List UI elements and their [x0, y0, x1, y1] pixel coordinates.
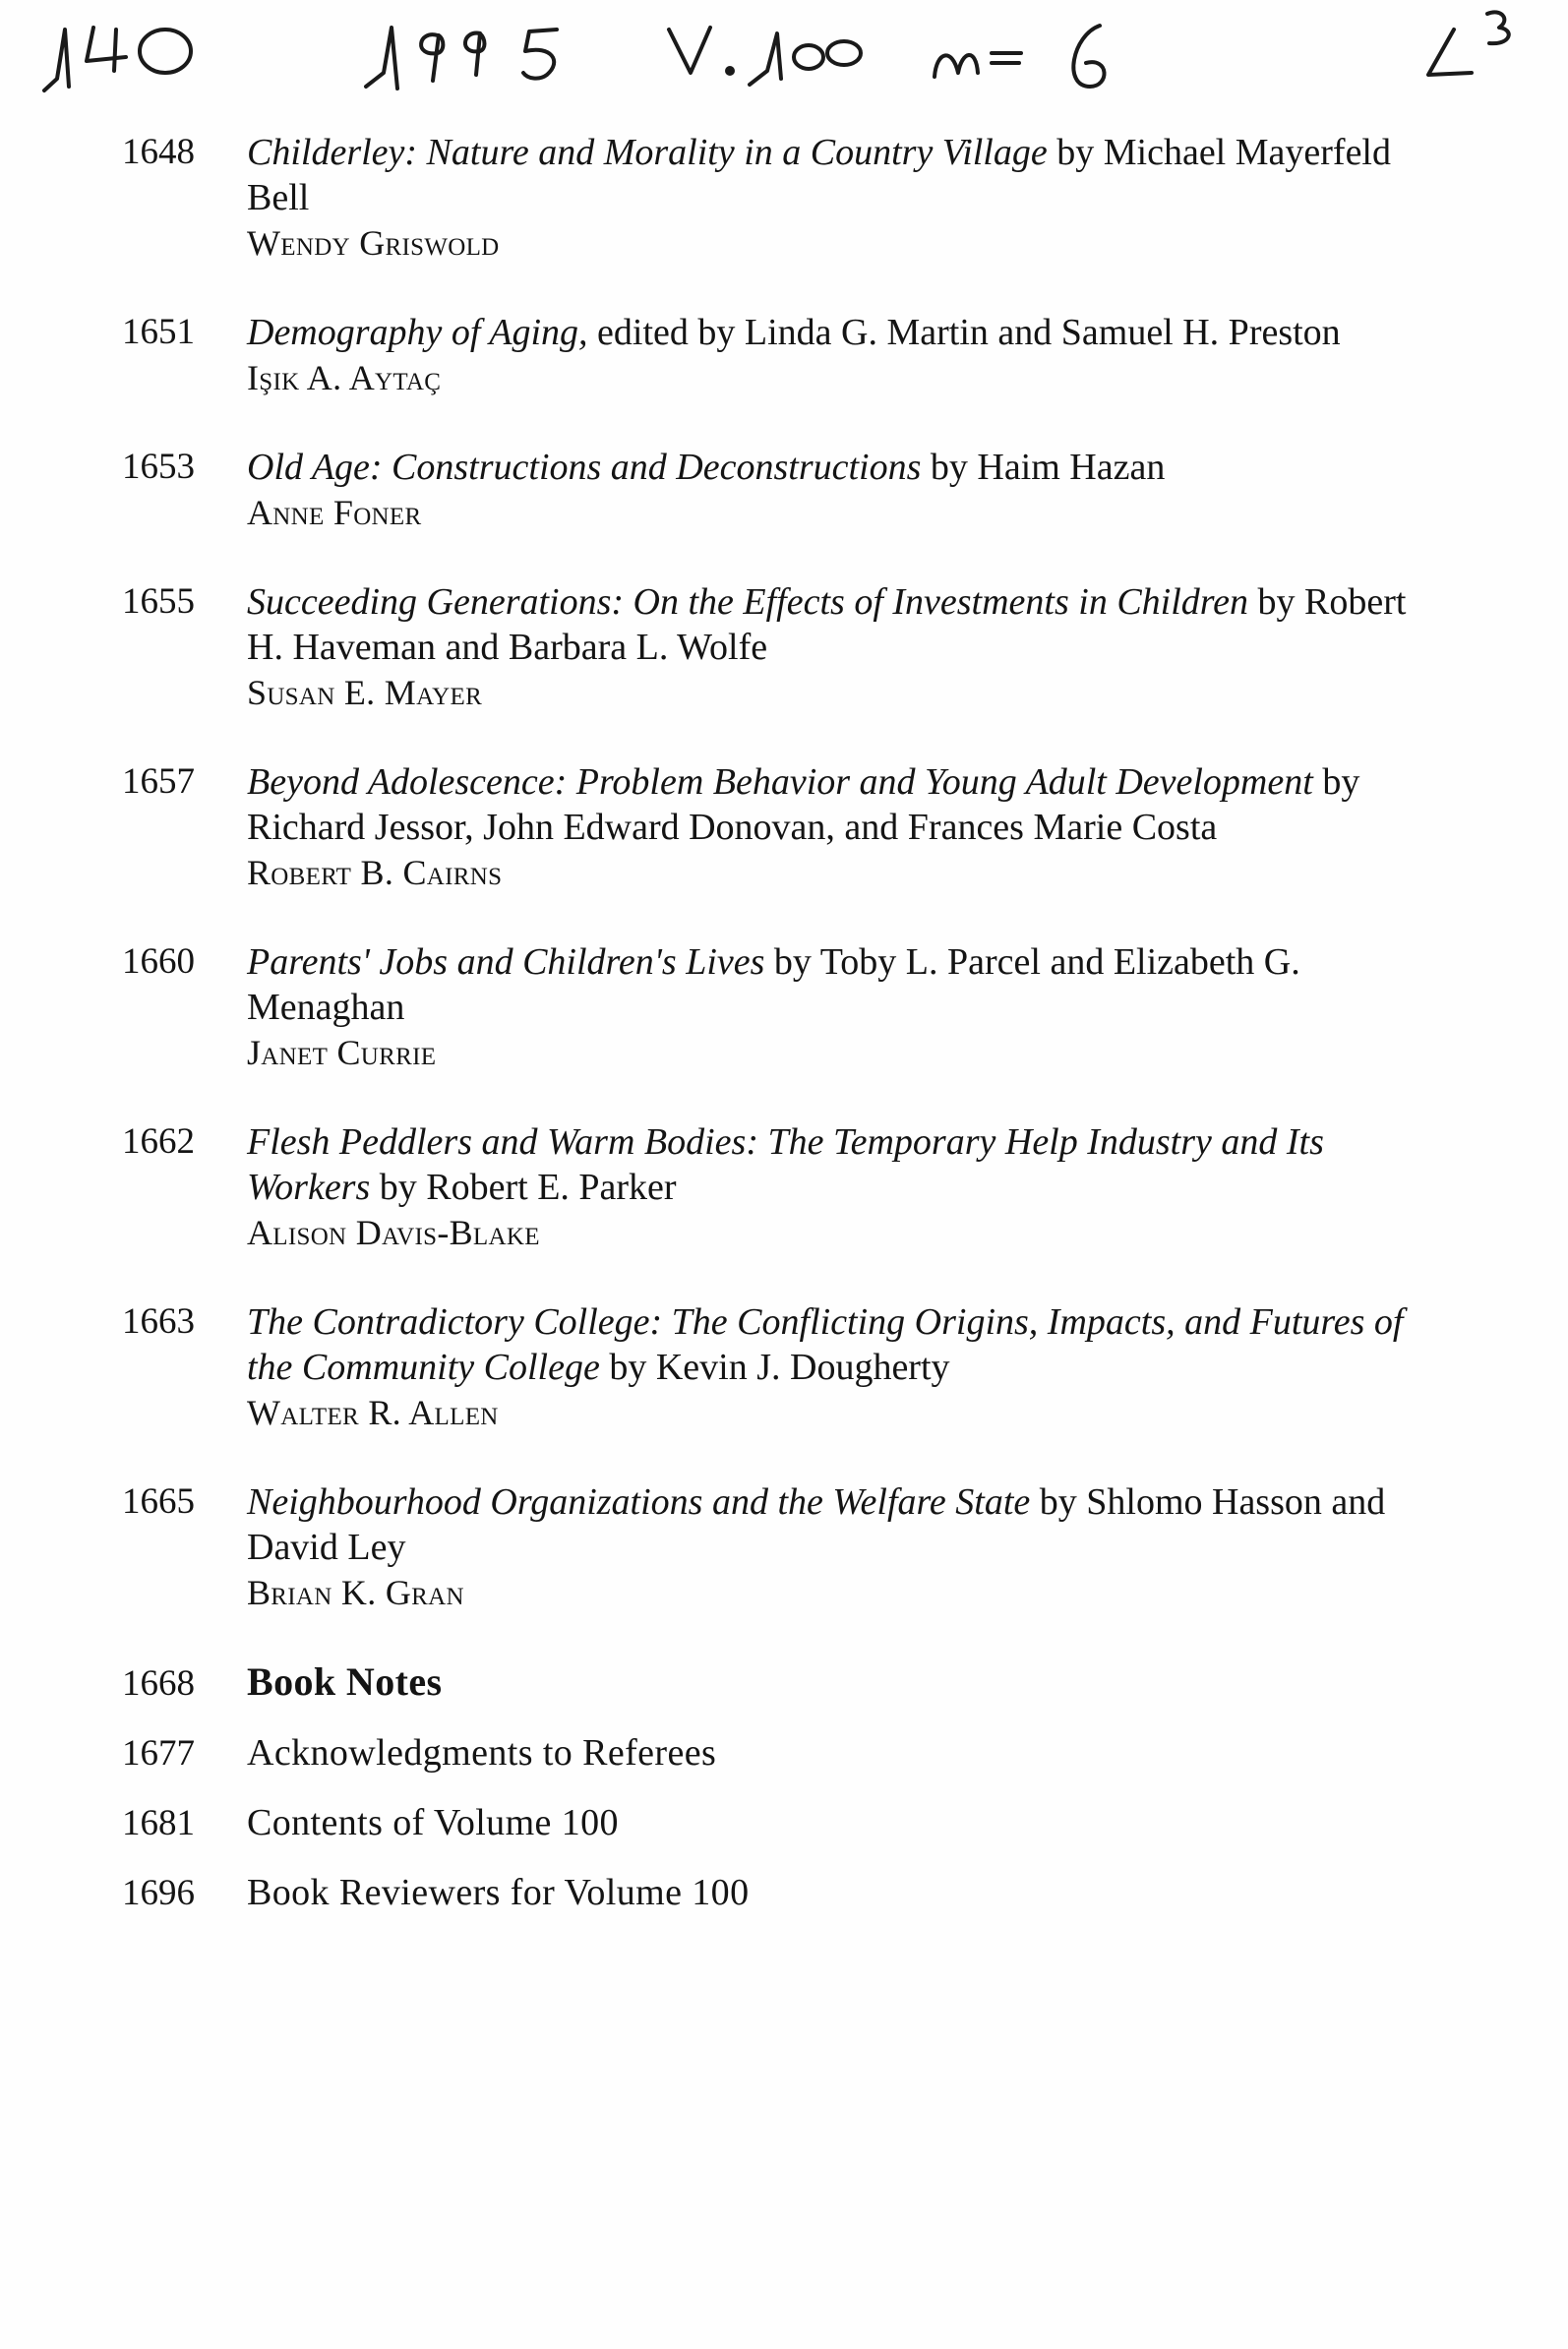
toc-section-acknowledgments: [122, 1730, 1420, 1777]
entry-text: [247, 1119, 1420, 1255]
page-number: 1653: [122, 447, 195, 487]
section-label: Book Reviewers for Volume 100: [247, 1872, 750, 1913]
book-title: Parents' Jobs and Children's Lives: [247, 941, 765, 983]
page-number: 1648: [122, 132, 195, 172]
entry-text: [247, 1479, 1420, 1615]
entry-text: [247, 445, 1420, 535]
page-number: 1660: [122, 941, 195, 982]
page-number: 1657: [122, 761, 195, 802]
section-label: Book Notes: [247, 1659, 443, 1704]
handwriting-drawing: [0, 0, 1568, 118]
page-number: 1662: [122, 1121, 195, 1162]
reviewer-name: Wendy Griswold: [247, 223, 500, 263]
handwritten-annotation: [0, 0, 1568, 118]
entry-text: [247, 130, 1420, 266]
page-number: 1668: [122, 1663, 195, 1704]
reviewer-name: Alison Davis-Blake: [247, 1213, 540, 1252]
reviewer-name: Janet Currie: [247, 1033, 437, 1072]
entry-text: [247, 310, 1420, 400]
book-title: Flesh Peddlers and Warm Bodies: The Temporary Help Industry and Its Workers: [247, 1121, 1324, 1208]
toc-entry: [122, 1299, 1420, 1435]
reviewer-name: Robert B. Cairns: [247, 853, 503, 892]
toc-entry: [122, 1119, 1420, 1255]
book-authors: by Robert H. Haveman and Barbara L. Wolfe: [247, 581, 1407, 668]
toc-entry: [122, 445, 1420, 535]
reviewer-name: Anne Foner: [247, 493, 422, 532]
book-title: Succeeding Generations: On the Effects of Investments in Children: [247, 581, 1249, 623]
entry-text: [247, 1299, 1420, 1435]
page-number: 1677: [122, 1733, 195, 1774]
toc-section-contents: [122, 1800, 1420, 1846]
book-title: The Contradictory College: The Conflicting Origins, Impacts, and Futures of the Community College: [247, 1301, 1404, 1388]
page-number: 1681: [122, 1803, 195, 1843]
book-authors: by Haim Hazan: [921, 447, 1166, 488]
page-number: 1665: [122, 1481, 195, 1522]
book-authors: by Shlomo Hasson and David Ley: [247, 1481, 1386, 1568]
entry-text: [247, 759, 1420, 895]
book-authors: by Toby L. Parcel and Elizabeth G. Menaghan: [247, 941, 1300, 1028]
book-title: Neighbourhood Organizations and the Welfare State: [247, 1481, 1031, 1523]
entry-text: [247, 939, 1420, 1075]
reviewer-name: Işik A. Aytaç: [247, 358, 442, 397]
toc-entry: [122, 939, 1420, 1075]
book-authors: by Robert E. Parker: [370, 1167, 677, 1208]
toc-entry: [122, 1479, 1420, 1615]
table-of-contents: [122, 130, 1420, 1940]
toc-entry: [122, 579, 1420, 715]
reviewer-name: Susan E. Mayer: [247, 673, 483, 712]
book-title: Old Age: Constructions and Deconstructions: [247, 447, 922, 488]
book-authors: by Michael Mayerfeld Bell: [247, 132, 1391, 218]
toc-entry: [122, 130, 1420, 266]
toc-section-book-notes: [122, 1659, 1420, 1707]
page-number: 1655: [122, 581, 195, 622]
page-number: 1696: [122, 1873, 195, 1913]
toc-entry: [122, 310, 1420, 400]
book-authors: by Richard Jessor, John Edward Donovan, and Frances Marie Costa: [247, 761, 1360, 848]
book-authors: by Kevin J. Dougherty: [599, 1347, 950, 1388]
toc-entry: [122, 759, 1420, 895]
reviewer-name: Brian K. Gran: [247, 1573, 464, 1612]
page-number: 1651: [122, 312, 195, 352]
entry-text: [247, 579, 1420, 715]
section-label: Acknowledgments to Referees: [247, 1732, 717, 1774]
book-title: Childerley: Nature and Morality in a Country Village: [247, 132, 1048, 173]
toc-section-book-reviewers: [122, 1870, 1420, 1916]
page-number: 1663: [122, 1301, 195, 1342]
book-title: Beyond Adolescence: Problem Behavior and Young Adult Development: [247, 761, 1313, 803]
book-authors: edited by Linda G. Martin and Samuel H. Preston: [587, 312, 1341, 353]
book-title: Demography of Aging,: [247, 312, 588, 353]
reviewer-name: Walter R. Allen: [247, 1393, 499, 1432]
section-label: Contents of Volume 100: [247, 1802, 619, 1843]
